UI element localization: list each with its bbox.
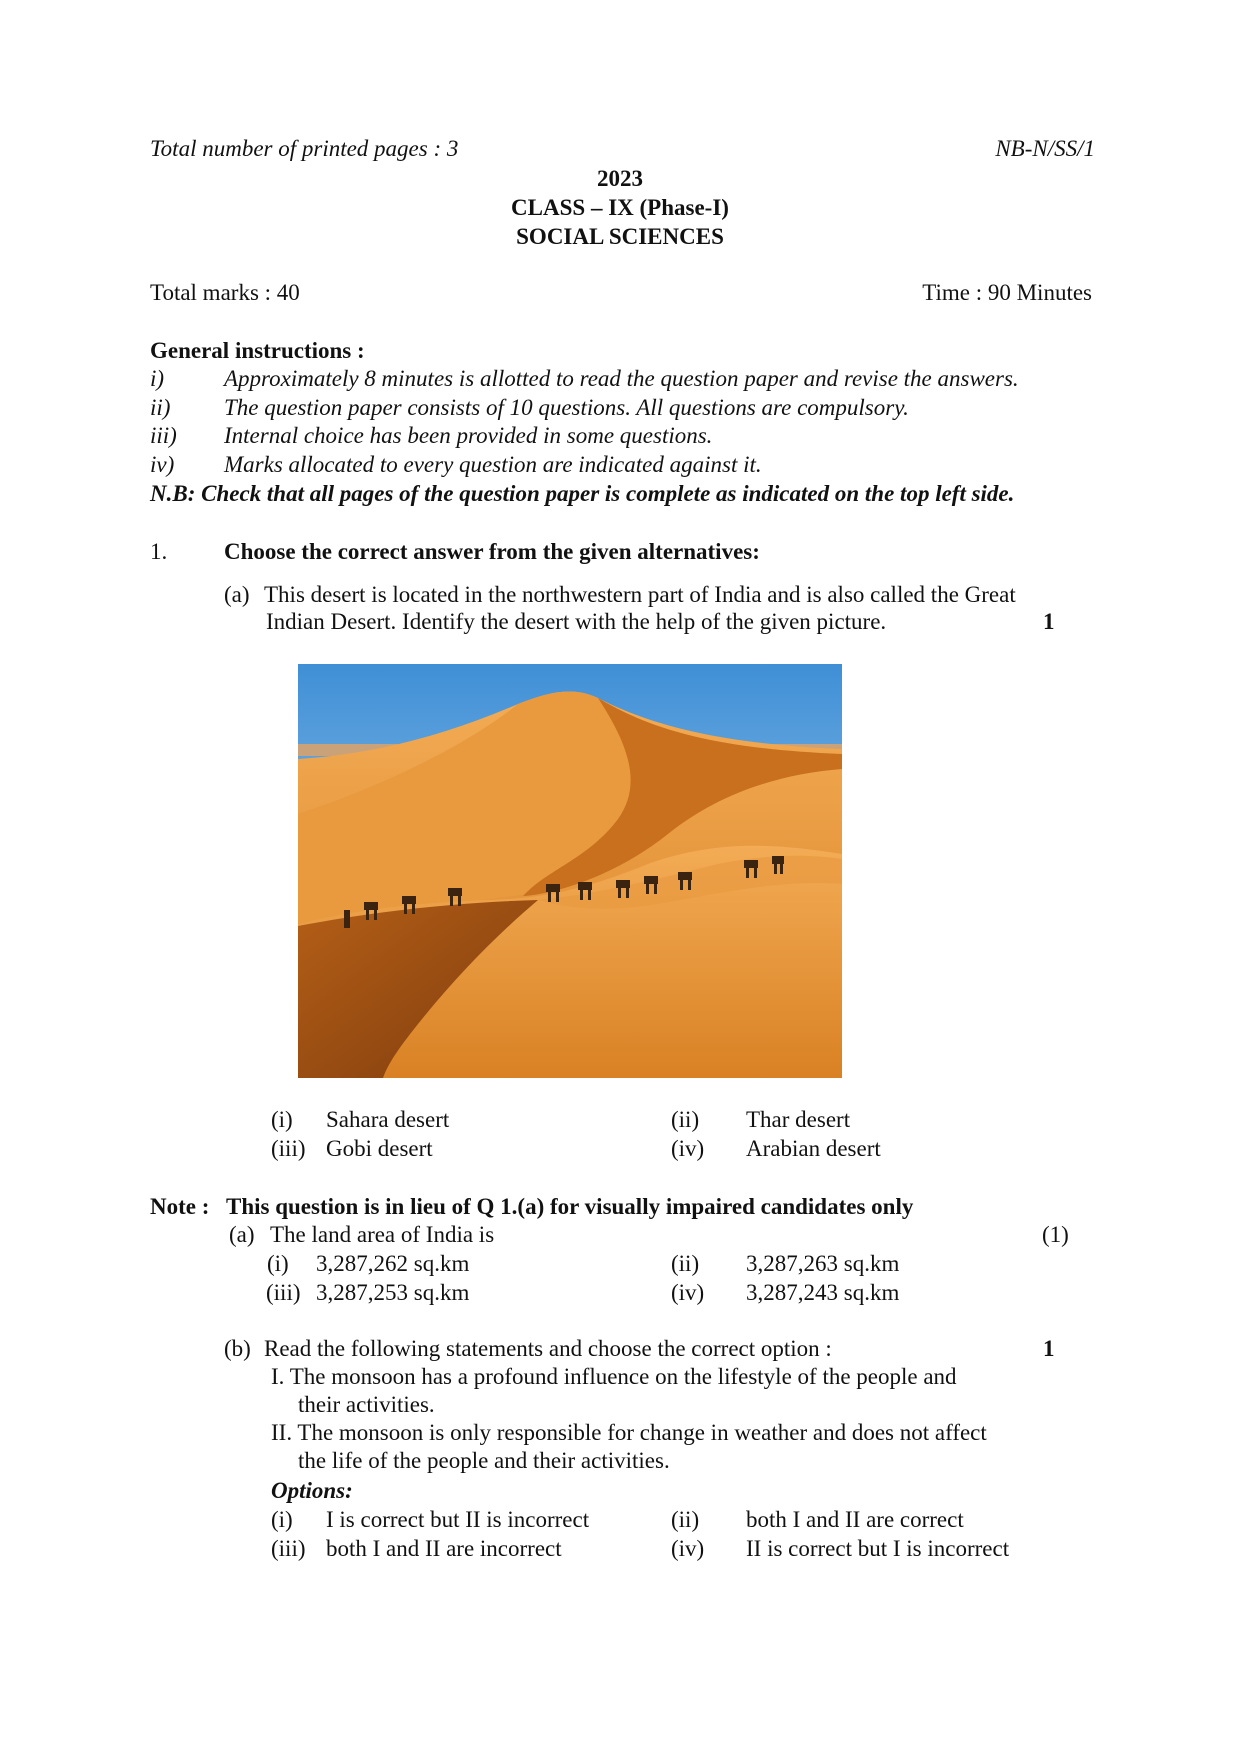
- statement-one-cont: their activities.: [298, 1392, 435, 1417]
- total-marks: Total marks : 40: [150, 280, 300, 305]
- subquestion-label: (a): [229, 1222, 255, 1247]
- marks: (1): [1042, 1222, 1069, 1247]
- note-text: This question is in lieu of Q 1.(a) for visually impaired candidates only: [226, 1194, 914, 1219]
- option-text: Thar desert: [746, 1107, 851, 1132]
- marks: 1: [1043, 1336, 1055, 1361]
- instruction-num: ii): [150, 395, 171, 420]
- option-text: Arabian desert: [746, 1136, 881, 1161]
- instruction-text: Marks allocated to every question are indicated against it.: [224, 452, 762, 477]
- subquestion-text: The land area of India is: [270, 1222, 495, 1247]
- subquestion-text: Indian Desert. Identify the desert with the help of the given picture.: [266, 609, 887, 634]
- subquestion-text: This desert is located in the northwestern part of India and is also called the Great: [264, 582, 1016, 607]
- statement-two: II. The monsoon is only responsible for change in weather and does not affect: [271, 1420, 987, 1445]
- question-title: Choose the correct answer from the given alternatives:: [224, 539, 760, 564]
- instructions-heading: General instructions :: [150, 338, 365, 363]
- note-label: Note :: [150, 1194, 210, 1219]
- option-num: (ii): [671, 1507, 700, 1532]
- option-num: (iii): [266, 1280, 301, 1305]
- option-text: II is correct but I is incorrect: [746, 1536, 1010, 1561]
- option-text: I is correct but II is incorrect: [326, 1507, 590, 1532]
- option-num: (iii): [271, 1536, 306, 1561]
- instruction-num: iv): [150, 452, 175, 477]
- option-text: 3,287,262 sq.km: [316, 1251, 470, 1276]
- statement-two-cont: the life of the people and their activities.: [298, 1448, 670, 1473]
- option-num: (iv): [671, 1280, 705, 1305]
- subquestion-label: (a): [224, 582, 250, 607]
- class-line: CLASS – IX (Phase-I): [511, 195, 729, 220]
- options-label: Options:: [271, 1478, 353, 1503]
- printed-pages-note: Total number of printed pages : 3: [150, 136, 459, 161]
- option-num: (ii): [671, 1251, 700, 1276]
- instruction-text: The question paper consists of 10 questions. All questions are compulsory.: [224, 395, 909, 420]
- instruction-num: i): [150, 366, 165, 391]
- option-text: 3,287,253 sq.km: [316, 1280, 470, 1305]
- subquestion-text: Read the following statements and choose the correct option :: [264, 1336, 832, 1361]
- option-text: both I and II are correct: [746, 1507, 964, 1532]
- exam-time: Time : 90 Minutes: [922, 280, 1092, 305]
- option-num: (i): [271, 1507, 293, 1532]
- question-number: 1.: [150, 539, 168, 564]
- option-text: 3,287,243 sq.km: [746, 1280, 900, 1305]
- subject-title: SOCIAL SCIENCES: [516, 224, 724, 249]
- option-text: 3,287,263 sq.km: [746, 1251, 900, 1276]
- option-num: (iv): [671, 1136, 705, 1161]
- instruction-text: Internal choice has been provided in some questions.: [224, 423, 713, 448]
- subquestion-label: (b): [224, 1336, 251, 1361]
- nb-note: N.B: Check that all pages of the question paper is complete as indicated on the top left side.: [150, 481, 1015, 506]
- statement-one: I. The monsoon has a profound influence on the lifestyle of the people and: [271, 1364, 957, 1389]
- option-num: (i): [271, 1107, 293, 1132]
- option-text: Gobi desert: [326, 1136, 433, 1161]
- option-num: (ii): [671, 1107, 700, 1132]
- option-num: (iii): [271, 1136, 306, 1161]
- desert-photo: [298, 664, 842, 1078]
- option-text: both I and II are incorrect: [326, 1536, 562, 1561]
- option-num: (iv): [671, 1536, 705, 1561]
- instruction-num: iii): [150, 423, 177, 448]
- paper-code: NB-N/SS/1: [995, 136, 1095, 161]
- marks: 1: [1043, 609, 1055, 634]
- option-num: (i): [267, 1251, 289, 1276]
- option-text: Sahara desert: [326, 1107, 450, 1132]
- instruction-text: Approximately 8 minutes is allotted to read the question paper and revise the answers.: [224, 366, 1019, 391]
- exam-year: 2023: [597, 166, 643, 191]
